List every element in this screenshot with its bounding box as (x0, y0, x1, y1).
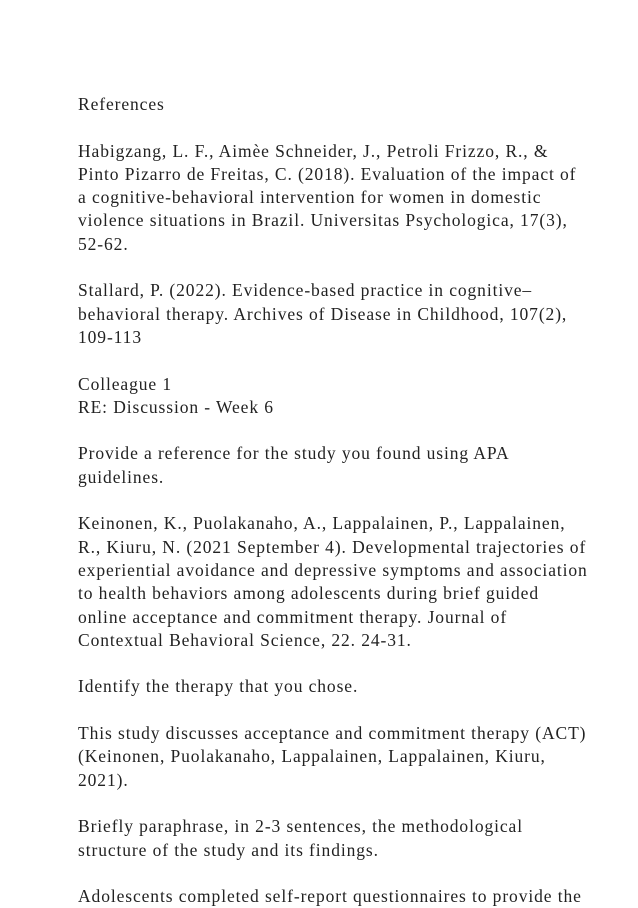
reference-line: experiential avoidance and depressive symptoms and association (78, 559, 588, 580)
reference-line: behavioral therapy. Archives of Disease in Childhood, 107(2), (78, 303, 568, 324)
reference-keinonen (78, 512, 598, 652)
reference-line: Keinonen, K., Puolakanaho, A., Lappalainen, P., Lappalainen, (78, 513, 566, 534)
answer-line: (Keinonen, Puolakanaho, Lappalainen, Lappalainen, Kiuru, (78, 746, 546, 767)
reference-line: 109-113 (78, 326, 142, 347)
paragraph-gap (78, 652, 598, 675)
prompt-reference (78, 442, 598, 489)
colleague-label: Colleague 1 (78, 373, 172, 394)
reference-line: violence situations in Brazil. Universitas Psychologica, 17(3), (78, 210, 568, 231)
discussion-title: RE: Discussion - Week 6 (78, 396, 274, 417)
paragraph-gap (78, 419, 598, 442)
paragraph-gap (78, 699, 598, 722)
paragraph-gap (78, 116, 598, 139)
reference-line: a cognitive-behavioral intervention for women in domestic (78, 187, 542, 208)
reference-line: online acceptance and commitment therapy. Journal of (78, 606, 508, 627)
reference-line: Habigzang, L. F., Aimèe Schneider, J., Petroli Frizzo, R., & (78, 140, 549, 161)
paragraph-gap (78, 256, 598, 279)
reference-habigzang (78, 140, 598, 256)
reference-line: Stallard, P. (2022). Evidence-based practice in cognitive– (78, 280, 533, 301)
answer-therapy (78, 722, 598, 792)
reference-line: R., Kiuru, N. (2021 September 4). Developmental trajectories of (78, 536, 587, 557)
answer-line: 2021). (78, 769, 129, 790)
paragraph-gap (78, 349, 598, 372)
answer-paraphrase-start: Adolescents completed self-report questionnaires to provide the (78, 886, 582, 907)
prompt-line: guidelines. (78, 466, 165, 487)
paragraph-gap (78, 862, 598, 885)
reference-line: 52-62. (78, 233, 129, 254)
reference-line: to health behaviors among adolescents during brief guided (78, 583, 539, 604)
answer-line: This study discusses acceptance and commitment therapy (ACT) (78, 723, 587, 744)
reference-line: Pinto Pizarro de Freitas, C. (2018). Evaluation of the impact of (78, 163, 577, 184)
paragraph-gap (78, 792, 598, 815)
document-body (78, 93, 598, 908)
references-heading: References (78, 94, 165, 114)
reference-line: Contextual Behavioral Science, 22. 24-31. (78, 629, 412, 650)
prompt-line: Briefly paraphrase, in 2-3 sentences, the methodological (78, 816, 523, 837)
prompt-line: Provide a reference for the study you found using APA (78, 443, 510, 464)
prompt-paraphrase (78, 815, 598, 862)
prompt-line: structure of the study and its findings. (78, 839, 379, 860)
prompt-therapy: Identify the therapy that you chose. (78, 676, 359, 697)
paragraph-gap (78, 489, 598, 512)
reference-stallard (78, 279, 598, 349)
